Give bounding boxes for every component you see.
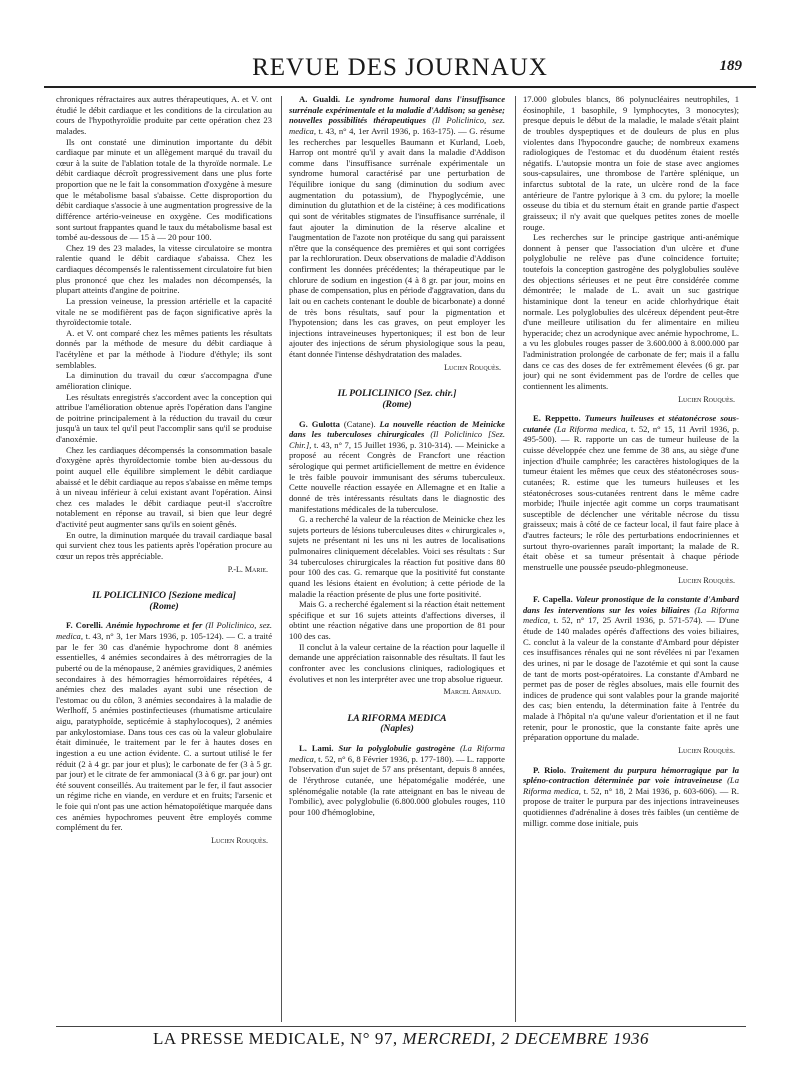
paragraph: Il conclut à la valeur certaine de la réaction pour laquelle il demande une appréciation raisonnable des résultats. Il faut les confronter avec les conclusions cliniques, radiologiques et évolutives et non les interpréter avec une trop absolue rigueur. — [289, 641, 505, 684]
article-author: A. Gualdi. — [299, 94, 341, 104]
paragraph: 17.000 globules blancs, 86 polynucléaires neutrophiles, 1 éosinophile, 1 basophile, 9 lymphocytes, 3 monocytes); presque depuis le début de la maladie, le malade s'était plaint de troubles dyspeptiques et de douleurs de plus en plus violentes dans l'hypocondre gauche; de nombreux examens radiologiques de l'estomac et du duodénum étaient restés négatifs. L'autopsie montra un foie de stase avec angiomes sous-capsulaires, une thrombose de l'artère splénique, un infarctus subtotal de la rate, un ulcère rond de la face antérieure de l'antre pylorique à 3 cm. du pylore; la moelle osseuse du tibia et du sternum était en grande partie d'aspect graisseux; il n'y avait que quelques petites zones de moelle rouge. — [523, 94, 739, 232]
article-title: Tumeurs huileuses et stéatonécrose sous-cutanée — [523, 413, 739, 434]
paragraph: Chez les cardiaques décompensés la consommation basale d'oxygène après thyroïdectomie tombe bien au-dessous du point auquel elle équilibre simplement le débit cardiaque abaissé et le débit cardiaque au repos s'abaisse en même temps à un niveau inférieur à celui existant avant l'opération. Ainsi chez ces malades le débit cardiaque peut-il s'accroître notablement en réponse au travail, si bien que leur degré d'activité peut augmenter sans qu'ils en soient gênés. — [56, 444, 272, 529]
article-title: Anémie hypochrome et fer — [105, 620, 203, 631]
article-reference-detail: t. 43, n° 7, 15 Juillet 1936, p. 310-314). — [313, 439, 453, 450]
article — [289, 743, 505, 817]
article-title: La nouvelle réaction de Meinicke dans les tuberculoses chirurgicales — [289, 418, 505, 440]
column-divider — [281, 96, 282, 1022]
page-header — [44, 50, 756, 90]
article-reference-detail: t. 43, n° 3, 1er Mars 1936, p. 105-124). — [85, 631, 224, 641]
article-reference-detail: t. 52, n° 6, 8 Février 1936, p. 177-180). — [318, 753, 454, 764]
author-signature: P.-L. Marie. — [227, 564, 268, 574]
section-heading: LA RIFORMA MEDICA — [347, 712, 447, 724]
issue-date: MERCREDI, 2 DECEMBRE 1936 — [402, 1029, 650, 1048]
footer-text — [56, 1029, 746, 1049]
article-title: Sur la polyglobulie gastrogène — [338, 743, 455, 753]
column-2 — [289, 94, 505, 1024]
article-reference: (La Riforma medica, — [523, 604, 739, 626]
paragraph: G. a recherché la valeur de la réaction de Meinicke chez les sujets porteurs de lésions tuberculeuses dites « chirurgicales », sujets ne présentant ni les uns ni les autres de localisations pulmonaires cliniquement décelables. Voici ses résultats : Sur 34 tuberculoses chirurgicales la réaction fut positive dans 80 pour 100 des cas. G. remarque que la positivité fut constante quand les lésions étaient en évolution; à cette période de la maladie la réaction présente de plus une forte positivité. — [289, 514, 505, 599]
journal-section-title: REVUE DES JOURNAUX — [252, 54, 548, 81]
paragraph: Les résultats enregistrés s'accordent avec la conception qui attribue l'amélioration obtenue après l'opération dans l'angine de poitrine principalement à la réduction du travail du cœur jusqu'à un taux tel qu'il peut l'accomplir sans qu'il se produise d'anoxémie. — [56, 391, 272, 444]
paragraph: Mais G. a recherché également si la réaction était nettement spécifique et sur 16 sujets atteints d'affections diverses, il obtint une réaction négative dans une proportion de 81 pour 100 des cas. — [289, 599, 505, 641]
article — [289, 419, 505, 515]
paragraph: En outre, la diminution marquée du travail cardiaque basal qui survient chez tous les patients après l'opération procure au cœur un repos très appréciable. — [56, 529, 272, 561]
article-body: — R. rapporte un cas de tumeur huileuse de la cuisse développée chez une femme de 38 ans, au siège d'une injection d'huile camphrée; les caractères histologiques de la tumeur étaient les mêmes que ceux des stéatonécroses sous-cutanées; R. estime que les tumeurs huileuses et les stéatonécroses sous-cutanées rentrent dans le même cadre morbide; l'huile injectée agit comme un corps traumatisant susceptible de déclencher une véritable nécrose du tissu graisseux; mais à côté de ce facteur local, il faut faire place à d'autres facteurs; le rôle des perturbations endocriniennes et surtout thyro-ovariennes paraît important; la malade de R. était obèse et sa tumeur présentait à chaque période menstruelle une poussée pseudo-phlegmoneuse. — [523, 434, 739, 572]
article — [523, 765, 739, 829]
article-reference: (La Riforma medica, — [554, 423, 628, 434]
section-city: (Rome) — [149, 600, 179, 612]
article-author: F. Capella. — [533, 594, 573, 605]
article-reference-detail: t. 52, n° 15, 11 Avril 1936, p. 495-500). — [523, 423, 739, 445]
article — [56, 620, 272, 833]
article-reference-detail: t. 52, n° 17, 25 Avril 1936, p. 571-574). — [553, 615, 703, 626]
author-signature: Lucien Rouquès. — [678, 575, 735, 585]
paragraph: Ils ont constaté une diminution importante du débit cardiaque par minute et un allègement marqué du travail du cœur à la suite de l'ablation totale de la thyroïde normale. Le débit cardiaque décroît progressivement dans une plus forte proportion que ne le fait la consommation d'oxygène à mesure que le métabolisme basal s'abaisse. Cette disproportion du débit cardiaque s'associe à une augmentation progressive de la différence artério-veineuse en oxygène. Ces modifications sont surtout frappantes quand le taux du métabolisme basal est tombé au-dessous de — 15 à — 20 pour 100. — [56, 136, 272, 243]
article-body: — D'une étude de 140 malades opérés d'affections des voies biliaires, C. conclut à la valeur de la constante d'Ambard pour dépister ces insuffisances rénales qui ne sont révélées ni par l'examen des urines, ni par le dosage de l'azotémie et qui sont la cause de tant de morts post-opératoires. La constante d'Ambard ne permet pas de poser de règles absolues, mais elle fournit des indices de prudence qui sont valables pour la grande majorité des cas; bien entendu, la détermination faite à l'entrée du malade à l'hôpital n'a qu'une valeur d'orientation et il ne faut retenir, pour le pronostic, que la constante faite après une préparation opportune du malade. — [523, 615, 739, 743]
article-author: E. Reppetto. — [533, 413, 581, 424]
article-reference-detail: t. 52, n° 18, 2 Mai 1936, p. 603-606). — [583, 785, 717, 796]
article-body: — Meinicke a proposé au récent Congrès de Francfort une réaction sérologique qui permet artificiellement de mettre en évidence le très faible pouvoir immunisant des sérums tuberculeux. Cette nouvelle réaction essayée en Allemagne et en Italie a donné de très intéressants résultats dans le diagnostic des manifestations médicales de la tuberculose. — [289, 439, 505, 514]
article-author-place: (Catane). — [343, 418, 376, 429]
paragraph: Chez 19 des 23 malades, la vitesse circulatoire se montra ralentie quand le débit cardiaque s'abaissa. Chez les cardiaques décompensés le ralentissement circulatoire fut bien plus prononcé que chez les malades non décompensés, la plupart atteints d'angine de poitrine. — [56, 242, 272, 296]
article-title: Le syndrome humoral dans l'insuffisance surrénale expérimentale et la maladie d'Addison; sa genèse; nouvelles possibilités thérapeutiques — [289, 94, 505, 126]
column-divider — [515, 96, 516, 1022]
article-body: — L. rapporte l'observation d'un sujet de 57 ans présentant, depuis 8 années, de l'érythrose cutanée, une hépatomégalie modérée, une splénomégalie notable (la rate atteignant en bas le niveau de l'ombilic), avec polyglobulie (6.800.000 globules rouges, 110 pour 100 d'hémoglobine, — [289, 753, 505, 817]
page-footer — [56, 1026, 746, 1049]
article-body: — C. a traité par le fer 30 cas d'anémie hypochrome dont 8 anémies essentielles, 4 anémies secondaires à des métrorragies de la puberté ou de la ménopause, 2 anémies gravidiques, 2 anémies secondaires à des hémorragies hémorroïdaires répétées, 4 anémies chez des malades ayant subi une résection de l'estomac ou du côlon, 3 anémies secondaires à la maladie de Werlhoff, 5 anémies postinfectieuses (rhumatisme articulaire aigu, paratyphoïde, septicémie à staphylocoques), 2 anémies par ankylostomiase. Dans tous ces cas où la valeur globulaire était diminuée, le traitement par le fer à hautes doses en ingestion a eu une action évidente. C. a surtout utilisé le fer réduit (2 à 4 gr. par jour et plus); le carbonate de fer (3 à 5 gr. par jour) et le citrate de fer ammoniacal (3 à 6 gr. par jour) ont été souvent conseillés. Au traitement par le fer, il faut associer un régime riche en viande, en verdure et en fruits; l'arsenic et le foie qui n'ont pas une action hématopoïétique marquée dans ces anémies hypochromes peuvent être employés comme complément du fer. — [56, 631, 272, 833]
article-body: — G. résume les recherches par lesquelles Baumann et Kurland, Loeb, Harrop ont montré qu'il y avait dans la maladie d'Addison comme dans l'insuffisance surrénale expérimentale un syndrome humoral caractérisé par une perturbation de l'équilibre ionique du sang (diminution du sodium avec augmentation du potassium), de l'hypoglycémie, une diminution du glutathion et de la cistéine; à ces modifications qui sont de véritables stigmates de l'insuffisance surrénale, il faut ajouter la diminution de la réserve alcaline et l'augmentation de l'azote non protéique du sang qui paraissent n'être que la conséquence des premières et qui sont corrigées par la rechloruration. Deux observations de maladie d'Addison confirment les données précédentes; la thérapeutique par le chlorure de sodium en ingestion (4 à 8 gr. par jour, moins en phase de compensation, plus en période d'aggravation, dans du lait ou en cachets contenant le double de bicarbonate) a donné de très bons résultats, sauf pour la pigmentation et l'hypotension; dans les cas graves, on peut employer les injections intraveineuses hypertoniques; il est bon de leur ajouter des injections de sérum physiologique sous la peau, étant donnée l'intense déshydratation des malades. — [289, 125, 505, 359]
paragraph: chroniques réfractaires aux autres thérapeutiques, A. et V. ont étudié le débit cardiaque et les conditions de la circulation au cours de l'hypothyroïdie produite par cette opération chez 23 malades. — [56, 94, 272, 136]
column-3 — [523, 94, 739, 1024]
article-author: G. Gulotta — [299, 418, 340, 429]
article-reference: (La Riforma medica, — [523, 775, 739, 796]
author-signature: Lucien Rouquès. — [678, 745, 735, 755]
author-signature: Lucien Rouquès. — [678, 394, 735, 404]
article-reference-detail: t. 43, n° 4, 1er Avril 1936, p. 163-175). — [318, 125, 456, 136]
article-reference: (La Riforma medica, — [289, 743, 505, 764]
paragraph: La pression veineuse, la pression artérielle et la capacité vitale ne se modifièrent pas de façon significative après la thyroïdectomie totale. — [56, 295, 272, 328]
header-rule — [44, 86, 756, 88]
section-heading: IL POLICLINICO [Sezione medica] — [92, 590, 236, 602]
author-signature: Marcel Arnaud. — [443, 687, 501, 697]
paragraph: Les recherches sur le principe gastrique anti-anémique donnent à penser que l'association d'un ulcère et d'une polyglobulie ne relève pas d'une coïncidence fortuite; toutefois la conception gastrogène des polyglobulies soulève des objections sérieuses et ne peut être considérée comme démontrée; le malade de L. avait un suc gastrique histaminique dont la teneur en acide chlorhydrique était normale. Les polyglobulies des ulcéreux dépendent peut-être d'une meilleure utilisation du fer alimentaire en milieu hyperacide; chez un acrodynique avec anémie hypochrome, L. a vu les globules rouges passer de 3.600.000 à 8.000.000 par l'administration prolongée de carbonate de fer; mais il a fallu dans ce cas des doses de fer extrêmement élevées (6 gr. par jour) qui ne sont évidemment pas de l'ordre de celles que contiennent les aliments. — [523, 232, 739, 391]
article-body: — R. propose de traiter le purpura par des injections intraveineuses quotidiennes d'adrénaline à doses très faibles (un centième de milligr. comme dose initiale, puis — [523, 785, 739, 828]
article-reference: (Il Policlinico [Sez. Chir.], — [289, 429, 505, 450]
article-title: Valeur pronostique de la constante d'Ambard dans les interventions sur les voies biliaires — [523, 594, 739, 615]
paragraph: A. et V. ont comparé chez les mêmes patients les résultats donnés par la méthode de mesure du débit cardiaque à l'acétylène et par la méthode à l'iodure d'éthyle; ils sont semblables. — [56, 327, 272, 370]
article-author: F. Corelli. — [66, 620, 103, 631]
section-heading: IL POLICLINICO [Sez. chir.] — [337, 388, 457, 400]
paragraph: La diminution du travail du cœur s'accompagna d'une amélioration clinique. — [56, 370, 272, 391]
author-signature: Lucien Rouquès. — [444, 362, 501, 372]
column-1 — [56, 94, 272, 1024]
article-title: Traitement du purpura hémorragique par la spléno-contraction déterminée par voie intraveineuse — [523, 764, 739, 786]
article-reference: (Il Policlinico, sez. medica, — [289, 115, 505, 136]
article — [523, 413, 739, 572]
author-signature: Lucien Rouquès. — [211, 835, 268, 845]
section-city: (Rome) — [382, 398, 412, 410]
article — [289, 94, 505, 360]
article-reference: (Il Policlinico, sez. medica, — [56, 620, 272, 641]
article-author: L. Lami. — [299, 743, 334, 753]
footer-rule — [56, 1026, 746, 1027]
article — [523, 594, 739, 743]
article-author: P. Riolo. — [533, 764, 566, 775]
page-number: 189 — [719, 58, 742, 74]
journal-issue: LA PRESSE MEDICALE, N° 97, — [152, 1029, 398, 1048]
section-city: (Naples) — [380, 723, 414, 735]
